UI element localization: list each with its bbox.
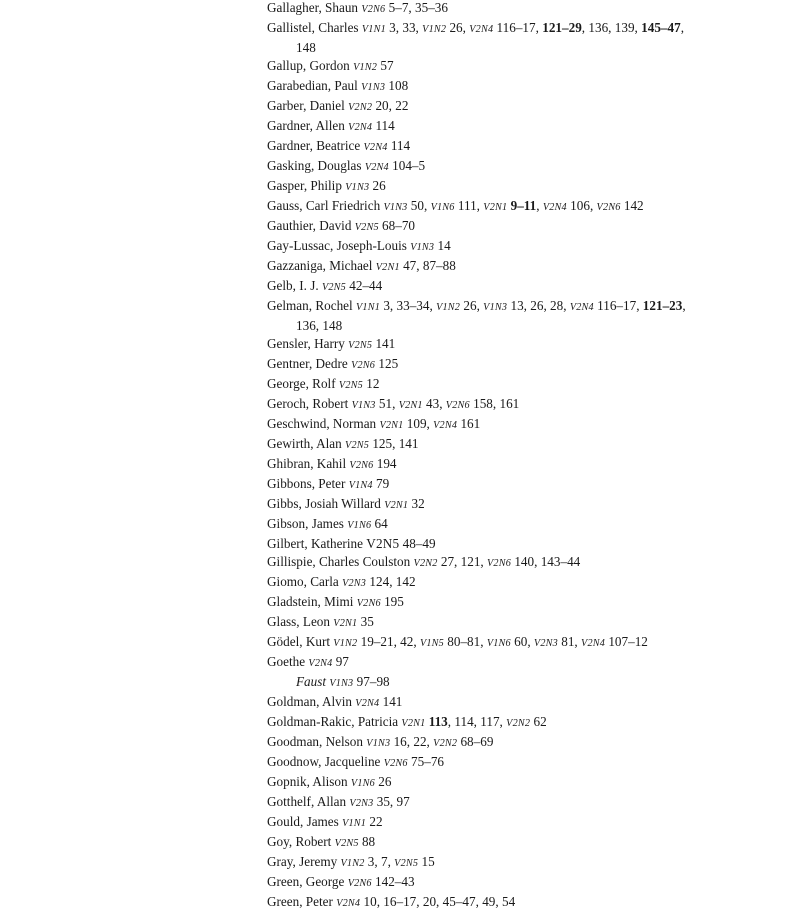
entry-text: 26, — [460, 298, 484, 313]
entry-text: 26 — [374, 774, 392, 789]
entry-text: 79 — [372, 476, 390, 491]
index-entry — [267, 713, 687, 733]
entry-text: 114 — [387, 138, 411, 153]
volume-ref: V1N3 — [483, 302, 508, 313]
index-entry — [267, 395, 687, 415]
index-entry — [267, 653, 687, 673]
entry-text: Gladstein, Mimi — [267, 594, 357, 609]
index-entry — [267, 873, 687, 893]
volume-ref: V2N4 — [569, 302, 594, 313]
entry-text: Gibson, James — [267, 516, 348, 531]
entry-text: 142–43 — [371, 874, 415, 889]
index-entry — [267, 833, 687, 853]
entry-text: , 136, 139, — [581, 20, 642, 35]
entry-text: Gauss, Carl Friedrich — [267, 198, 384, 213]
index-entry — [267, 853, 687, 873]
volume-ref: V2N4 — [433, 420, 458, 431]
entry-text: 97 — [332, 654, 349, 669]
entry-text: Gilbert, Katherine — [267, 536, 367, 551]
entry-text: Ghibran, Kahil — [267, 456, 350, 471]
entry-text: 68–69 — [457, 734, 494, 749]
entry-text: 15 — [418, 854, 435, 869]
entry-text: Gewirth, Alan — [267, 436, 346, 451]
entry-text: 194 — [373, 456, 397, 471]
entry-text: Goldman, Alvin — [267, 694, 356, 709]
entry-text: Goy, Robert — [267, 834, 335, 849]
volume-ref: V2N6 — [349, 460, 374, 471]
volume-ref: V2N5 — [338, 380, 363, 391]
entry-text: Gillispie, Charles Coulston — [267, 554, 414, 569]
index-entry — [267, 515, 687, 535]
entry-text: 57 — [377, 58, 394, 73]
index-entry — [267, 553, 687, 573]
volume-ref: V2N4 — [581, 638, 606, 649]
entry-text: 26 — [369, 178, 386, 193]
volume-ref: V2N5 — [348, 340, 373, 351]
index-entry — [267, 793, 687, 813]
volume-ref: V2N2 — [506, 718, 531, 729]
index-entry — [267, 137, 687, 157]
entry-text: 125, 141 — [369, 436, 419, 451]
index-entry — [267, 277, 687, 297]
volume-ref: V2N6 — [356, 598, 381, 609]
index-entry — [267, 633, 687, 653]
volume-ref: V1N1 — [361, 24, 386, 35]
entry-text: 10, 16–17, 20, 45–47, 49, 54 — [360, 894, 516, 909]
entry-text: 125 — [375, 356, 399, 371]
volume-ref: V1N6 — [486, 638, 511, 649]
entry-text: 48–49 — [399, 536, 436, 551]
entry-text: Gasper, Philip — [267, 178, 346, 193]
entry-text: 26, — [446, 20, 470, 35]
entry-text: 22 — [366, 814, 383, 829]
volume-ref: V2N6 — [361, 4, 386, 15]
entry-text: Gallup, Gordon — [267, 58, 354, 73]
index-column — [267, 0, 687, 913]
entry-text: Geroch, Robert — [267, 396, 352, 411]
index-entry — [267, 0, 687, 19]
entry-text: 50, — [407, 198, 431, 213]
page-ref-bold: 121–29 — [542, 20, 582, 35]
volume-ref: V2N1 — [398, 400, 423, 411]
entry-text: Gödel, Kurt — [267, 634, 334, 649]
volume-ref: V2N4 — [308, 658, 333, 669]
page-ref-bold: 9–11 — [510, 198, 537, 213]
index-entry — [267, 813, 687, 833]
entry-text: Goldman-Rakic, Patricia — [267, 714, 402, 729]
entry-text: 12 — [362, 376, 380, 391]
entry-text: Gopnik, Alison — [267, 774, 351, 789]
entry-text: Garber, Daniel — [267, 98, 349, 113]
volume-ref: V1N5 — [419, 638, 444, 649]
entry-text: Glass, Leon — [267, 614, 334, 629]
index-entry — [267, 335, 687, 355]
entry-text: 124, 142 — [366, 574, 416, 589]
entry-text: Green, Peter — [267, 894, 337, 909]
entry-text: 19–21, 42, — [357, 634, 420, 649]
volume-ref: V2N6 — [383, 758, 408, 769]
entry-text: , 114, 117, — [447, 714, 507, 729]
volume-ref: V1N6 — [430, 202, 455, 213]
volume-ref: V2N2 — [413, 558, 438, 569]
entry-text: 97–98 — [353, 674, 390, 689]
entry-text: Gardner, Beatrice — [267, 138, 364, 153]
entry-text: Gensler, Harry — [267, 336, 349, 351]
entry-text: Green, George — [267, 874, 348, 889]
entry-text: Gibbons, Peter — [267, 476, 349, 491]
entry-text: Goodman, Nelson — [267, 734, 367, 749]
entry-text: 195 — [380, 594, 404, 609]
entry-text: Goodnow, Jacqueline — [267, 754, 384, 769]
volume-ref: V1N6 — [347, 520, 372, 531]
index-entry — [267, 455, 687, 475]
volume-ref: V1N3 — [361, 82, 386, 93]
entry-text: 32 — [408, 496, 425, 511]
index-entry — [267, 197, 687, 217]
entry-text: , — [536, 198, 543, 213]
index-subentry — [267, 673, 687, 693]
entry-text: 20, 22 — [372, 98, 409, 113]
volume-ref: V1N6 — [350, 778, 375, 789]
entry-text: 75–76 — [407, 754, 444, 769]
entry-text: 64 — [371, 516, 388, 531]
volume-ref: V2N5 — [366, 536, 400, 551]
index-entry — [267, 435, 687, 455]
volume-ref: V1N2 — [333, 638, 358, 649]
volume-ref: V2N1 — [379, 420, 404, 431]
volume-ref: V1N3 — [345, 182, 370, 193]
index-entry — [267, 773, 687, 793]
index-entry — [267, 613, 687, 633]
index-entry — [267, 415, 687, 435]
volume-ref: V2N5 — [334, 838, 359, 849]
entry-text: 3, 33–34, — [380, 298, 437, 313]
volume-ref: V1N3 — [410, 242, 435, 253]
entry-text: 62 — [530, 714, 547, 729]
index-entry — [267, 177, 687, 197]
entry-text: 14 — [434, 238, 451, 253]
volume-ref: V2N4 — [355, 698, 380, 709]
entry-text: Gauthier, David — [267, 218, 355, 233]
volume-ref: V2N4 — [542, 202, 567, 213]
volume-ref: V2N1 — [483, 202, 508, 213]
entry-text: Gould, James — [267, 814, 343, 829]
index-entry — [267, 375, 687, 395]
volume-ref: V2N6 — [596, 202, 621, 213]
volume-ref: V2N3 — [342, 578, 367, 589]
volume-ref: V1N3 — [366, 738, 391, 749]
entry-text: Garabedian, Paul — [267, 78, 362, 93]
entry-text: Gay-Lussac, Joseph-Louis — [267, 238, 411, 253]
entry-text: 142 — [620, 198, 644, 213]
entry-text: 80–81, — [443, 634, 487, 649]
volume-ref: V1N2 — [353, 62, 378, 73]
volume-ref: V2N4 — [363, 142, 388, 153]
index-entry — [267, 77, 687, 97]
entry-text: 88 — [358, 834, 376, 849]
entry-text: Gotthelf, Allan — [267, 794, 350, 809]
volume-ref: V2N4 — [348, 122, 373, 133]
entry-text: 161 — [457, 416, 481, 431]
volume-ref: V2N5 — [394, 858, 419, 869]
page-ref-bold: 121–23 — [642, 298, 683, 313]
entry-text: 116–17, — [493, 20, 543, 35]
entry-text: Gelman, Rochel — [267, 298, 356, 313]
entry-text: 35 — [357, 614, 374, 629]
entry-text: Gibbs, Josiah Willard — [267, 496, 385, 511]
index-entry — [267, 217, 687, 237]
entry-text: Gasking, Douglas — [267, 158, 365, 173]
entry-text: 43, — [422, 396, 446, 411]
entry-text: George, Rolf — [267, 376, 339, 391]
volume-ref: V1N3 — [383, 202, 408, 213]
volume-ref: V2N3 — [533, 638, 558, 649]
index-entry — [267, 573, 687, 593]
entry-text: Gardner, Allen — [267, 118, 349, 133]
entry-text: 60, — [510, 634, 534, 649]
entry-text: 51, — [375, 396, 399, 411]
entry-text: 42–44 — [345, 278, 383, 293]
entry-text: Gallagher, Shaun — [267, 0, 362, 15]
volume-ref: V2N4 — [364, 162, 389, 173]
volume-ref: V2N1 — [375, 262, 400, 273]
entry-text: Gray, Jeremy — [267, 854, 341, 869]
index-entry — [267, 237, 687, 257]
entry-text: 158, 161 — [469, 396, 520, 411]
volume-ref: V2N3 — [349, 798, 374, 809]
entry-text: Gazzaniga, Michael — [267, 258, 376, 273]
entry-text: 109, — [403, 416, 434, 431]
volume-ref: V2N4 — [336, 898, 361, 909]
entry-text: 108 — [385, 78, 409, 93]
entry-text: 68–70 — [378, 218, 416, 233]
volume-ref: V2N1 — [401, 718, 426, 729]
entry-text: 141 — [379, 694, 403, 709]
entry-text: 47, 87–88 — [399, 258, 456, 273]
index-entry — [267, 753, 687, 773]
entry-text: Gallistel, Charles — [267, 20, 362, 35]
entry-text: Geschwind, Norman — [267, 416, 380, 431]
index-entry — [267, 19, 687, 57]
volume-ref: V2N6 — [347, 878, 372, 889]
volume-ref: V2N2 — [433, 738, 458, 749]
entry-text: , 148 — [296, 20, 684, 55]
volume-ref: V2N6 — [351, 360, 376, 371]
entry-text: 116–17, — [593, 298, 643, 313]
entry-text: 141 — [372, 336, 396, 351]
index-entry — [267, 157, 687, 177]
subentry-title: Faust — [296, 674, 327, 689]
index-entry — [267, 495, 687, 515]
entry-text: 3, 33, — [385, 20, 423, 35]
entry-text: 27, 121, — [437, 554, 487, 569]
entry-text: 5–7, 35–36 — [385, 0, 448, 15]
index-entry — [267, 355, 687, 375]
entry-text: Gentner, Dedre — [267, 356, 352, 371]
index-entry — [267, 475, 687, 495]
index-entry — [267, 535, 687, 553]
page-ref-bold: 145–47 — [641, 20, 681, 35]
entry-text: 114 — [372, 118, 395, 133]
entry-text: 107–12 — [605, 634, 648, 649]
index-entry — [267, 733, 687, 753]
index-entry — [267, 57, 687, 77]
entry-text: Gelb, I. J. — [267, 278, 322, 293]
entry-text: 16, 22, — [390, 734, 434, 749]
volume-ref: V1N3 — [351, 400, 376, 411]
index-entry — [267, 97, 687, 117]
volume-ref: V2N4 — [469, 24, 494, 35]
entry-text: , 136, 148 — [296, 298, 686, 333]
volume-ref: V2N2 — [348, 102, 373, 113]
index-entry — [267, 297, 687, 335]
volume-ref: V2N1 — [333, 618, 358, 629]
volume-ref: V1N2 — [436, 302, 461, 313]
volume-ref: V1N1 — [356, 302, 381, 313]
volume-ref: V2N5 — [321, 282, 346, 293]
entry-text: Goethe — [267, 654, 309, 669]
entry-text: 111, — [454, 198, 484, 213]
index-entry — [267, 893, 687, 913]
volume-ref: V2N6 — [487, 558, 512, 569]
page-ref-bold: 113 — [428, 714, 448, 729]
index-entry — [267, 257, 687, 277]
entry-text: 35, 97 — [373, 794, 410, 809]
entry-text: 13, 26, 28, — [507, 298, 570, 313]
volume-ref: V1N3 — [329, 678, 354, 689]
volume-ref: V1N4 — [348, 480, 373, 491]
volume-ref: V1N2 — [340, 858, 365, 869]
entry-text: 3, 7, — [364, 854, 395, 869]
index-entry — [267, 693, 687, 713]
volume-ref: V1N1 — [342, 818, 367, 829]
volume-ref: V2N5 — [354, 222, 379, 233]
entry-text: 140, 143–44 — [511, 554, 581, 569]
volume-ref: V1N2 — [422, 24, 447, 35]
entry-text: 106, — [566, 198, 597, 213]
index-entry — [267, 117, 687, 137]
entry-text: 81, — [557, 634, 582, 649]
volume-ref: V2N5 — [345, 440, 370, 451]
entry-text: Giomo, Carla — [267, 574, 343, 589]
volume-ref: V2N1 — [384, 500, 409, 511]
volume-ref: V2N6 — [445, 400, 470, 411]
index-entry — [267, 593, 687, 613]
entry-text: 104–5 — [388, 158, 426, 173]
